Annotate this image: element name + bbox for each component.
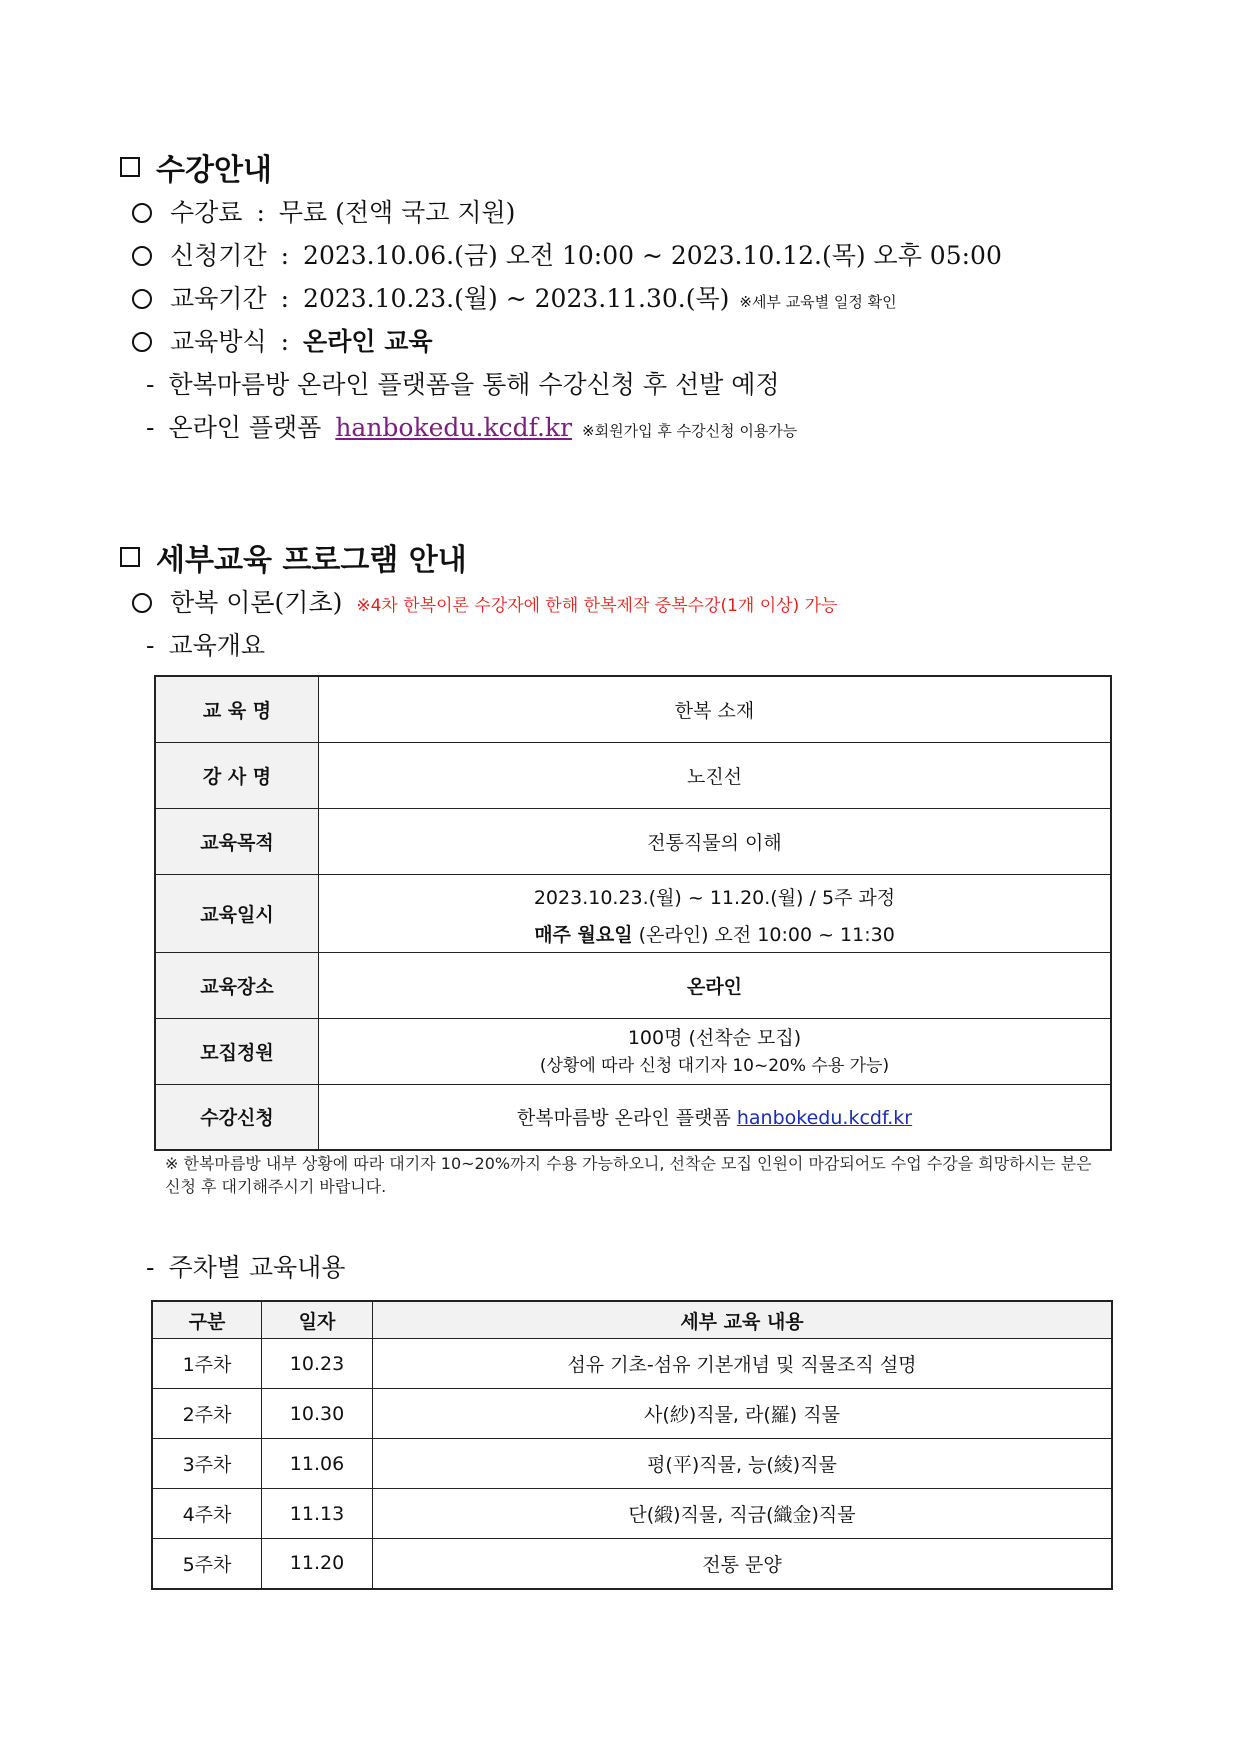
weekly-table (151, 1300, 1113, 1590)
table-row: 강 사 명 노진선 (155, 742, 1111, 808)
platform-link[interactable]: hanbokedu.kcdf.kr (736, 1107, 913, 1130)
table-row: 1주차 10.23 섬유 기초-섬유 기본개념 및 직물조직 설명 (152, 1339, 1112, 1389)
platform-line: - 온라인 플랫폼 hanbokedu.kcdf.kr ※회원가입 후 수강신청 이용가능 (146, 413, 798, 442)
table-row: 수강신청 한복마름방 온라인 플랫폼 hanbokedu.kcdf.kr (155, 1084, 1111, 1150)
table-row: 모집정원 100명 (선착순 모집) (상황에 따라 신청 대기자 10~20% 수용 가능) (155, 1018, 1111, 1084)
weekly-label-line: - 주차별 교육내용 (146, 1253, 346, 1282)
education-period-line: 교육기간 : 2023.10.23.(월) ~ 2023.11.30.(목) ※세부 교육별 일정 확인 (132, 279, 897, 315)
education-method-line: 교육방식 : 온라인 교육 (132, 322, 433, 358)
circle-bullet-icon (132, 593, 152, 613)
overview-table (154, 675, 1112, 1151)
section-title-enrollment: 수강안내 (120, 145, 272, 189)
table-row: 교육일시 2023.10.23.(월) ~ 11.20.(월) / 5주 과정 매주 월요일 (온라인) 오전 10:00 ~ 11:30 (155, 874, 1111, 952)
table-row: 교 육 명 한복 소재 (155, 676, 1111, 742)
checkbox-icon (120, 157, 140, 177)
table-row: 교육장소 온라인 (155, 952, 1111, 1018)
checkbox-icon (120, 547, 140, 567)
table-row: 4주차 11.13 단(緞)직물, 직금(織金)직물 (152, 1489, 1112, 1539)
selection-note-line: - 한복마름방 온라인 플랫폼을 통해 수강신청 후 선발 예정 (146, 370, 780, 399)
circle-bullet-icon (132, 289, 152, 309)
course-line: 한복 이론(기초) ※4차 한복이론 수강자에 한해 한복제작 중복수강(1개 이상) 가능 (132, 583, 837, 619)
fee-line: 수강료 : 무료 (전액 국고 지원) (132, 193, 515, 229)
table-row: 교육목적 전통직물의 이해 (155, 808, 1111, 874)
platform-link[interactable]: hanbokedu.kcdf.kr (335, 413, 573, 442)
circle-bullet-icon (132, 332, 152, 352)
table-header-row: 구분 일자 세부 교육 내용 (152, 1301, 1112, 1339)
circle-bullet-icon (132, 246, 152, 266)
section-title-program: 세부교육 프로그램 안내 (120, 535, 467, 579)
table-row: 2주차 10.30 사(紗)직물, 라(羅) 직물 (152, 1389, 1112, 1439)
overview-label-line: - 교육개요 (146, 631, 266, 660)
table-row: 5주차 11.20 전통 문양 (152, 1539, 1112, 1589)
apply-period-line: 신청기간 : 2023.10.06.(금) 오전 10:00 ~ 2023.10.12.(목) 오후 05:00 (132, 236, 1002, 272)
table-row: 3주차 11.06 평(平)직물, 능(綾)직물 (152, 1439, 1112, 1489)
footnote: ※ 한복마름방 내부 상황에 따라 대기자 10~20%까지 수용 가능하오니, 선착순 모집 인원이 마감되어도 수업 수강을 희망하시는 분은 신청 후 대기해주시기 바랍니다. (165, 1154, 1092, 1196)
circle-bullet-icon (132, 203, 152, 223)
